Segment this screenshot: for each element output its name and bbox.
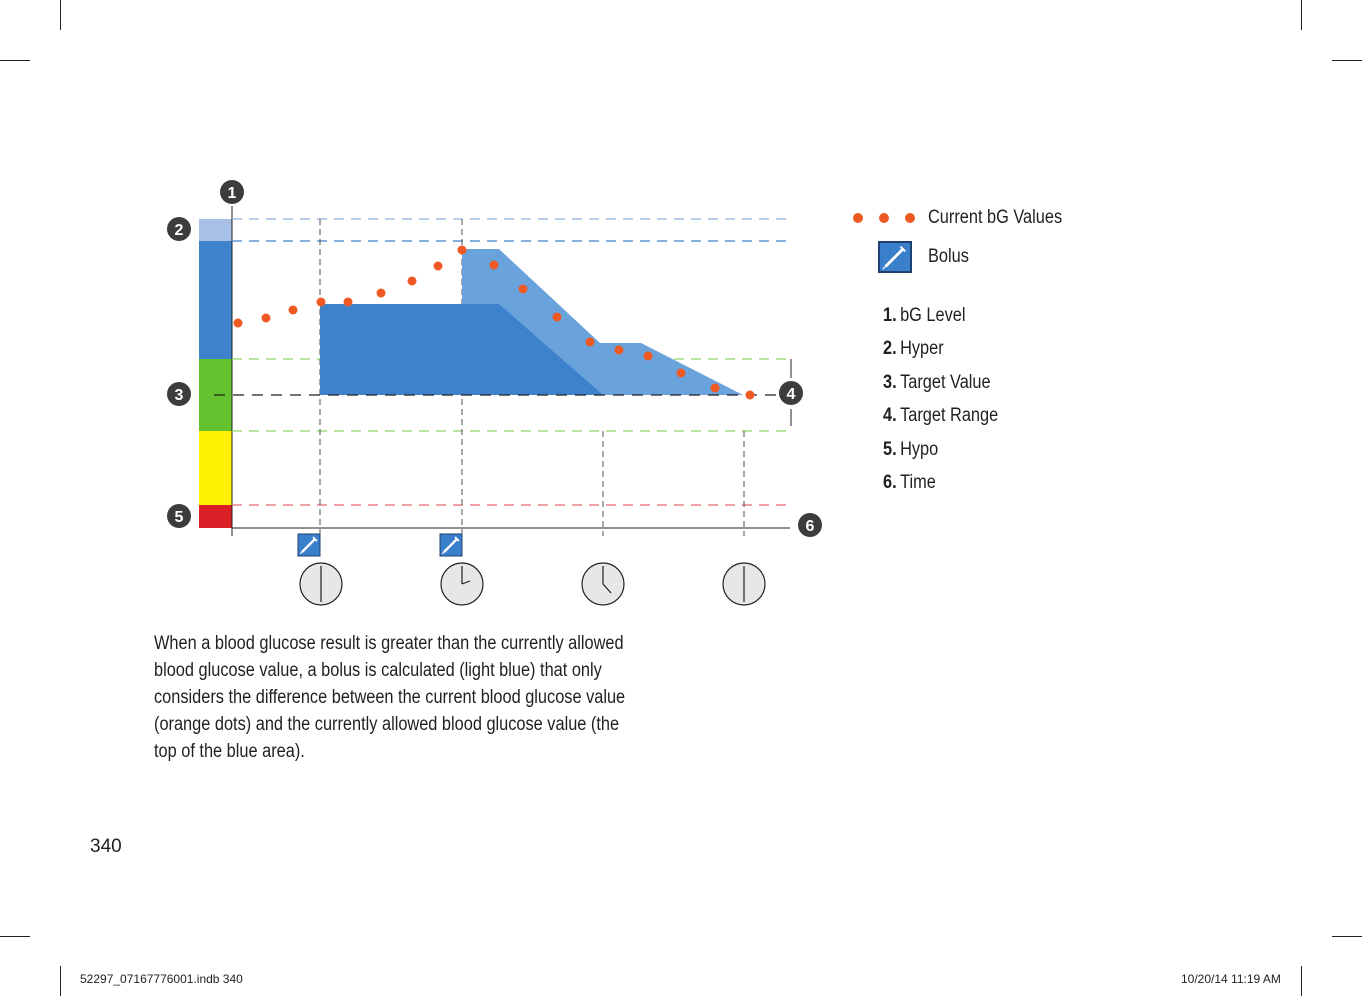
bg-dot <box>746 391 755 400</box>
list-item: 2. Hyper <box>883 338 944 360</box>
allowed-zone <box>199 241 232 359</box>
syringe-icon <box>440 534 462 556</box>
bg-dot <box>458 246 467 255</box>
list-item: 4. Target Range <box>883 405 999 427</box>
legend-current-bg-label: Current bG Values <box>928 207 1063 228</box>
callout-5 <box>167 504 191 528</box>
callout-6 <box>798 513 822 537</box>
hyper-zone <box>199 219 232 241</box>
svg-text:6: 6 <box>805 518 815 535</box>
legend-bolus-label: Bolus <box>928 246 969 267</box>
clock-icon <box>441 563 483 605</box>
bg-dot <box>644 352 653 361</box>
bg-dot <box>434 262 443 271</box>
bg-dot <box>344 298 353 307</box>
bg-dot <box>289 306 298 315</box>
bg-dot <box>408 277 417 286</box>
bg-dot <box>490 261 499 270</box>
callout-4 <box>779 381 803 405</box>
list-item: 3. Target Value <box>883 371 991 393</box>
callout-1 <box>220 180 244 204</box>
legend-bolus <box>878 240 976 274</box>
list-item: 1. bG Level <box>883 305 966 326</box>
bg-dot <box>677 369 686 378</box>
clock-icon <box>723 563 765 605</box>
svg-text:2: 2 <box>174 222 184 239</box>
list-item: 6. Time <box>883 471 936 493</box>
clock-icon <box>582 563 624 605</box>
syringe-icon <box>298 534 320 556</box>
low-zone <box>199 431 232 505</box>
callout-2 <box>167 217 191 241</box>
bg-dot <box>586 338 595 347</box>
footer-file-info: 52297_07167776001.indb 340 <box>80 972 243 986</box>
callout-3 <box>167 382 191 406</box>
bg-dot <box>615 346 624 355</box>
svg-text:5: 5 <box>174 509 184 526</box>
bg-dot <box>553 313 562 322</box>
footer-timestamp: 10/20/14 11:19 AM <box>1181 972 1281 986</box>
page-number: 340 <box>90 836 122 857</box>
bg-dot <box>317 298 326 307</box>
bg-dot <box>262 314 271 323</box>
legend-current-bg <box>853 206 1084 230</box>
hypo-zone <box>199 505 232 528</box>
numbered-legend <box>883 305 1017 505</box>
bg-dot <box>519 285 528 294</box>
list-item: 5. Hypo <box>883 438 939 460</box>
bg-dot <box>234 319 243 328</box>
clock-icon <box>300 563 342 605</box>
svg-text:1: 1 <box>227 185 237 202</box>
orange-dots-icon <box>853 213 915 223</box>
syringe-icon <box>878 241 912 273</box>
explanation-paragraph: When a blood glucose result is greater than the currently allowed blood glucose value, a bolus is calculated (light blue) that only considers the difference between the current blood glucose value (orange dots) and the currently allowed blood glucose value (the top of the blue area). <box>154 633 626 762</box>
svg-text:4: 4 <box>786 386 796 403</box>
bg-dot <box>377 289 386 298</box>
bg-dot <box>711 384 720 393</box>
svg-text:3: 3 <box>174 387 184 404</box>
